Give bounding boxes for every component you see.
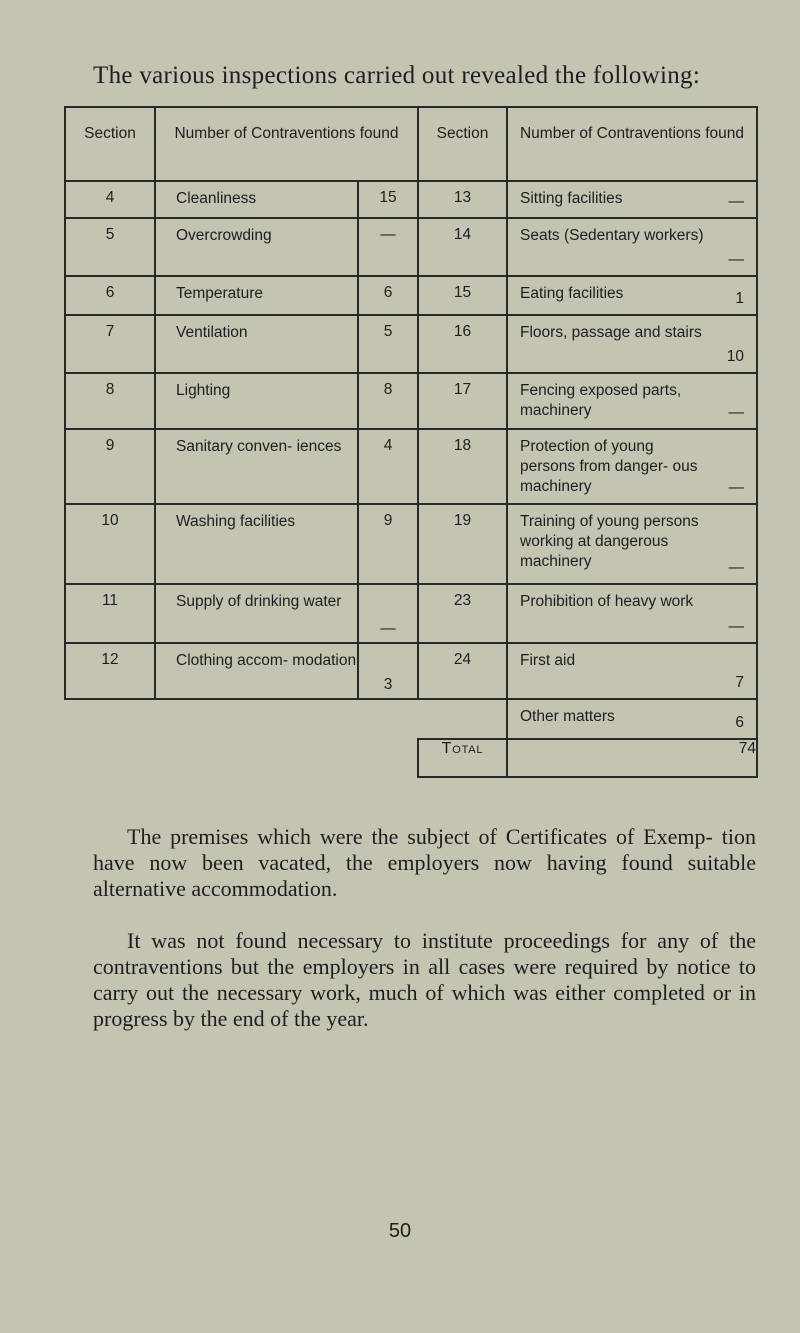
left-section-number: 7 (65, 315, 155, 373)
header-section-left: Section (65, 107, 155, 181)
table-header-row (65, 107, 757, 181)
right-item (507, 429, 757, 504)
left-section-number: 10 (65, 504, 155, 584)
right-item-count: 7 (735, 674, 744, 691)
table-row (65, 218, 757, 276)
contraventions-table (64, 106, 758, 778)
total-value: 74 (507, 739, 757, 777)
right-item-name: Fencing exposed parts, machinery (520, 382, 682, 419)
right-section-number: 17 (418, 373, 507, 429)
left-item-count: 15 (358, 181, 418, 218)
right-item-count: — (728, 251, 744, 268)
right-item-count: — (728, 193, 744, 210)
right-section-number: 15 (418, 276, 507, 315)
left-item-name: Sanitary conven- iences (155, 429, 358, 504)
header-contraventions-right: Number of Contraventions found (507, 107, 757, 181)
other-matters (507, 699, 757, 739)
table-row (65, 429, 757, 504)
right-item-name: Training of young persons working at dangerous machinery (520, 513, 699, 570)
page-number: 50 (388, 1220, 412, 1242)
right-item-count: 10 (726, 348, 744, 365)
right-item (507, 181, 757, 218)
left-section-number: 12 (65, 643, 155, 699)
header-section-right: Section (418, 107, 507, 181)
right-section-number: 19 (418, 504, 507, 584)
paragraph-premises: The premises which were the subject of Certificates of Exemp- tion have now been vacated, the employers now having found suitable alternative accommodation. (93, 824, 756, 901)
left-item-count: — (358, 218, 418, 276)
header-contraventions-left: Number of Contraventions found (155, 107, 418, 181)
right-item-name: Eating facilities (520, 285, 624, 302)
right-item (507, 276, 757, 315)
left-item-count: 8 (358, 373, 418, 429)
right-item-count: — (728, 479, 744, 496)
left-section-number: 5 (65, 218, 155, 276)
right-section-number: 13 (418, 181, 507, 218)
left-item-count: 5 (358, 315, 418, 373)
table-row (65, 643, 757, 699)
table-row (65, 276, 757, 315)
table-row (65, 181, 757, 218)
table-row (65, 373, 757, 429)
right-section-number: 16 (418, 315, 507, 373)
right-item-name: First aid (520, 652, 576, 669)
left-item-name: Supply of drinking water (155, 584, 358, 643)
right-item (507, 643, 757, 699)
right-item-name: Sitting facilities (520, 190, 623, 207)
table-row (65, 315, 757, 373)
left-item-name: Ventilation (155, 315, 358, 373)
left-item-count: 4 (358, 429, 418, 504)
right-item-count: — (728, 618, 744, 635)
right-section-number: 23 (418, 584, 507, 643)
table-row-total (65, 739, 757, 777)
right-item (507, 504, 757, 584)
right-item (507, 373, 757, 429)
other-matters-count: 6 (735, 714, 744, 731)
left-item-name: Cleanliness (155, 181, 358, 218)
left-item-count: 6 (358, 276, 418, 315)
left-item-name: Overcrowding (155, 218, 358, 276)
left-item-name: Temperature (155, 276, 358, 315)
right-section-number: 18 (418, 429, 507, 504)
left-item-count: — (358, 584, 418, 643)
right-item-count: — (728, 404, 744, 421)
table-row (65, 504, 757, 584)
other-matters-label: Other matters (520, 708, 615, 725)
left-section-number: 9 (65, 429, 155, 504)
left-section-number: 4 (65, 181, 155, 218)
table-row (65, 584, 757, 643)
right-section-number: 24 (418, 643, 507, 699)
left-item-count: 9 (358, 504, 418, 584)
table-row-other (65, 699, 757, 739)
right-item-name: Floors, passage and stairs (520, 324, 702, 341)
right-item-name: Prohibition of heavy work (520, 593, 694, 610)
left-item-count: 3 (358, 643, 418, 699)
right-section-number: 14 (418, 218, 507, 276)
right-item (507, 315, 757, 373)
total-label: Total (418, 739, 507, 777)
paragraph-proceedings: It was not found necessary to institute proceedings for any of the contraventions but the employers in all cases were required by notice to carry out the necessary work, much of which was either completed or in progress by the end of the year. (93, 928, 756, 1031)
right-item-name: Protection of young persons from danger- ous machinery (520, 438, 698, 495)
right-item-name: Seats (Sedentary workers) (520, 227, 704, 244)
left-item-name: Lighting (155, 373, 358, 429)
left-item-name: Washing facilities (155, 504, 358, 584)
left-item-name: Clothing accom- modation (155, 643, 358, 699)
right-item (507, 584, 757, 643)
right-item-count: 1 (735, 290, 744, 307)
intro-text: The various inspections carried out revealed the following: (93, 62, 701, 89)
left-section-number: 11 (65, 584, 155, 643)
right-item (507, 218, 757, 276)
left-section-number: 6 (65, 276, 155, 315)
right-item-count: — (728, 559, 744, 576)
left-section-number: 8 (65, 373, 155, 429)
